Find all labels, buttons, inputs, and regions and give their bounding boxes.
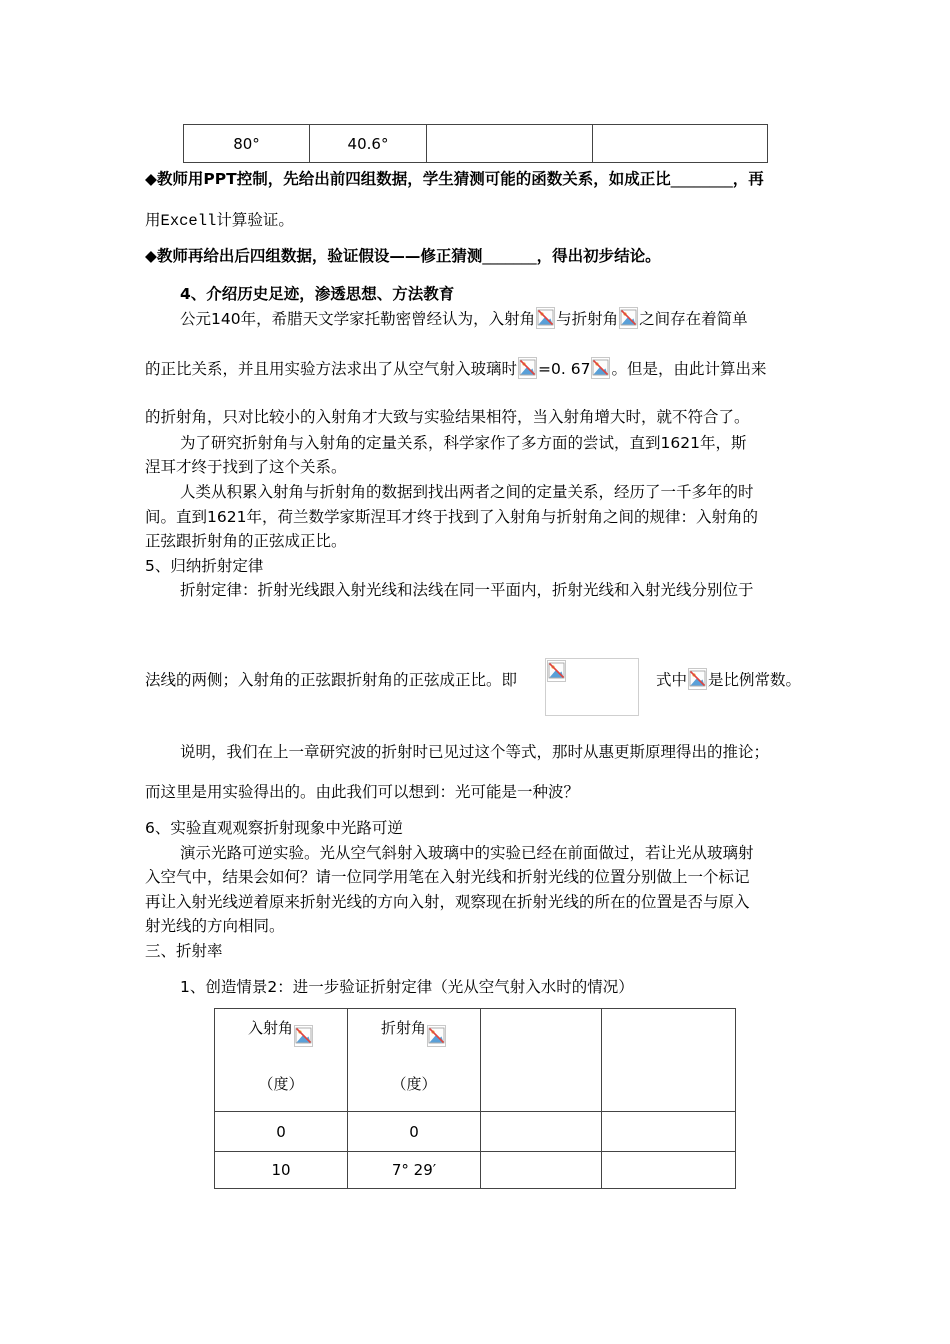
section-5-heading: 5、归纳折射定律	[145, 557, 264, 575]
bullet-1-line-2	[145, 208, 294, 230]
bullet-2	[145, 244, 661, 266]
section-4-p3-line-1: 人类从积累入射角与折射角的数据到找出两者之间的定量关系，经历了一千多年的时	[180, 483, 754, 501]
constant-image-icon	[688, 668, 707, 690]
table-cell: 7° 29′	[348, 1152, 481, 1189]
section-6-line-4: 射光线的方向相同。	[145, 917, 285, 935]
bullet-1-line-2-post: 计算验证。	[216, 211, 294, 229]
ratio-image-icon	[518, 357, 537, 379]
table-cell	[602, 1009, 736, 1112]
incident-angle-unit: （度）	[258, 1075, 304, 1093]
bullet-2-text: ◆教师再给出后四组数据，验证假设——修正猜测	[145, 247, 483, 265]
p1-text-e: =0. 67	[538, 360, 591, 378]
p1-text-c: 之间存在着简单	[639, 310, 748, 328]
p1-text-f: 。但是，由此计算出来	[611, 360, 767, 378]
table-cell	[481, 1152, 602, 1189]
section-5-line-2a: 法线的两侧；入射角的正弦跟折射角的正弦成正比。即	[145, 671, 518, 689]
section-4-p2-line-2: 涅耳才终于找到了这个关系。	[145, 458, 347, 476]
p1-text-a: 公元140年，希腊天文学家托勒密曾经认为，入射角	[180, 310, 536, 328]
refraction-angle-symbol-icon	[427, 1025, 446, 1047]
incident-angle-label: 入射角	[247, 1019, 293, 1037]
section-5-note-line-2: 而这里是用实验得出的。由此我们可以想到：光可能是一种波？	[145, 783, 580, 801]
water-refraction-table	[214, 1008, 736, 1189]
p1-text-b: 与折射角	[556, 310, 619, 328]
section-5-note-line-1: 说明，我们在上一章研究波的折射时已见过这个等式，那时从惠更斯原理得出的推论；	[180, 743, 770, 761]
bullet-1-blank: ________	[670, 170, 733, 188]
section-6-line-3: 再让入射光线逆着原来折射光线的方向入射，观察现在折射光线的所在的位置是否与原入	[145, 893, 750, 911]
table-cell: 0	[215, 1112, 348, 1152]
section-4-p3-line-2: 间。直到1621年，荷兰数学家斯涅耳才终于找到了入射角与折射角之间的规律：入射角的	[145, 508, 758, 526]
bullet-1	[145, 167, 764, 189]
table-cell: 0	[348, 1112, 481, 1152]
table-cell	[593, 125, 768, 163]
bullet-2-blank: _______	[482, 247, 537, 265]
incident-angle-symbol-icon	[294, 1025, 313, 1047]
section-6-line-2: 入空气中，结果会如何？请一位同学用笔在入射光线和折射光线的位置分别做上一个标记	[145, 868, 750, 886]
section-4-p1-line-1	[180, 307, 748, 329]
section-4-p1-line-3: 的折射角，只对比较小的入射角才大致与实验结果相符，当入射角增大时，就不符合了。	[145, 408, 750, 426]
bullet-1-tail: ，再	[732, 170, 764, 188]
table-cell: 10	[215, 1152, 348, 1189]
l2-text-b: 式中	[656, 671, 688, 689]
bullet-1-line-2-pre: 用	[145, 211, 161, 229]
bullet-2-tail: ，得出初步结论。	[536, 247, 661, 265]
section-6-heading: 6、实验直观观察折射现象中光路可逆	[145, 819, 403, 837]
table-cell	[427, 125, 593, 163]
table-row	[215, 1152, 736, 1189]
top-data-table	[183, 124, 768, 163]
l2-text-c: 是比例常数。	[708, 671, 802, 689]
incident-angle-image-icon	[536, 307, 555, 329]
table-header-row	[215, 1009, 736, 1112]
table-row	[215, 1112, 736, 1152]
excel-name: Excell	[160, 212, 217, 230]
refraction-angle-image-icon	[619, 307, 638, 329]
refraction-angle-unit: （度）	[391, 1075, 437, 1093]
table-cell	[481, 1112, 602, 1152]
table-cell	[481, 1009, 602, 1112]
section-4-p2-line-1: 为了研究折射角与入射角的定量关系，科学家作了多方面的尝试，直到1621年，斯	[180, 434, 747, 452]
refraction-angle-label: 折射角	[380, 1019, 426, 1037]
p1-text-d: 的正比关系，并且用实验方法求出了从空气射入玻璃时	[145, 360, 518, 378]
part-3-heading: 三、折射率	[145, 942, 223, 960]
section-4-p1-line-2	[145, 357, 766, 379]
section-6-line-1: 演示光路可逆实验。光从空气斜射入玻璃中的实验已经在前面做过，若让光从玻璃射	[180, 844, 754, 862]
snell-formula-image	[545, 658, 639, 716]
table-cell: 40.6°	[310, 125, 427, 163]
table-cell	[602, 1112, 736, 1152]
part-3-subheading: 1、创造情景2：进一步验证折射定律（光从空气射入水时的情况）	[180, 978, 634, 996]
table-cell: 80°	[184, 125, 310, 163]
section-4-p3-line-3: 正弦跟折射角的正弦成正比。	[145, 532, 347, 550]
table-cell	[602, 1152, 736, 1189]
section-5-line-1: 折射定律：折射光线跟入射光线和法线在同一平面内，折射光线和入射光线分别位于	[180, 581, 754, 599]
section-4-heading: 4、介绍历史足迹，渗透思想、方法教育	[180, 285, 455, 303]
table-row	[184, 125, 768, 163]
section-5-line-2b	[656, 668, 801, 690]
refraction-angle-header	[348, 1009, 481, 1112]
bullet-1-text: ◆教师用PPT控制，先给出前四组数据，学生猜测可能的函数关系，如成正比	[145, 170, 671, 188]
angle-unit-image-icon	[591, 357, 610, 379]
incident-angle-header	[215, 1009, 348, 1112]
